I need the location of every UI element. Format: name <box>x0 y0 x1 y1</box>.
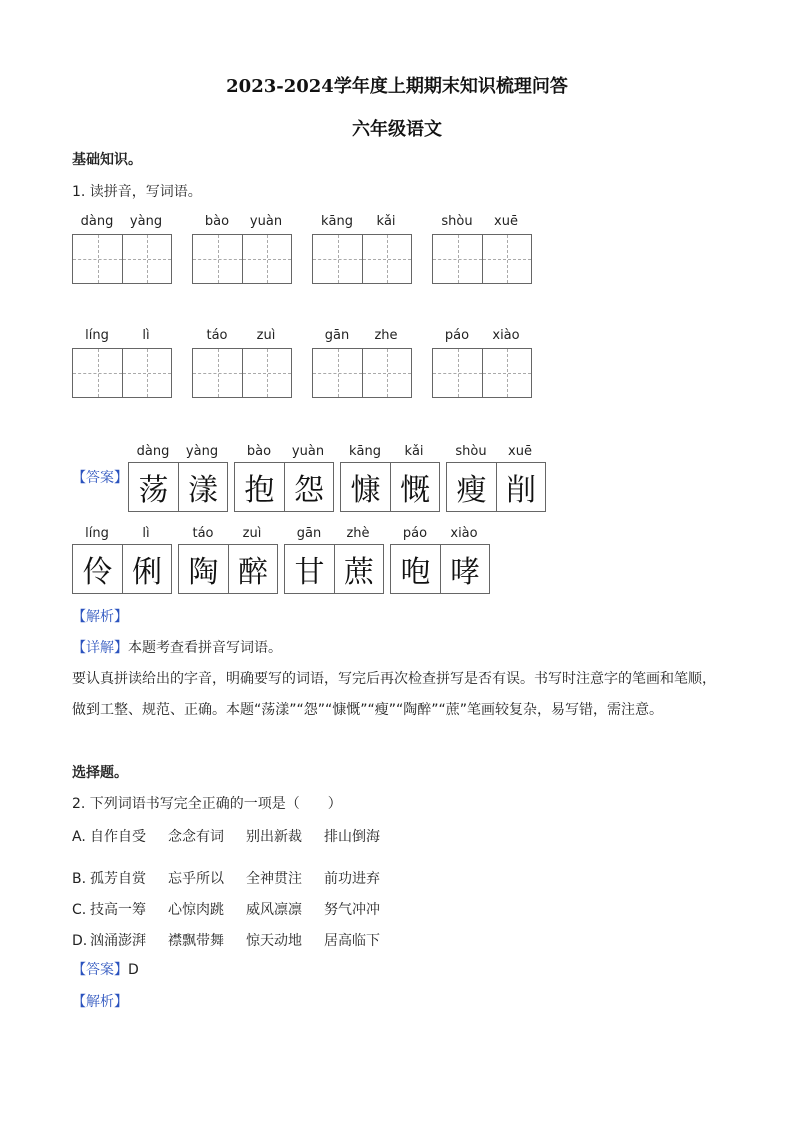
pinyin-label: xiào <box>450 526 478 541</box>
writing-boxes <box>192 234 292 284</box>
writing-boxes <box>312 348 412 398</box>
writing-cell[interactable] <box>242 235 291 283</box>
writing-cell[interactable] <box>482 349 531 397</box>
answer-char: 抱 <box>244 473 275 508</box>
detail-tag: 【详解】 <box>72 640 128 656</box>
answer-boxes <box>128 462 228 512</box>
writing-cell[interactable] <box>362 349 411 397</box>
option-c[interactable] <box>72 899 402 919</box>
writing-boxes <box>432 234 532 284</box>
answer-char: 怨 <box>284 463 333 511</box>
answer-char: 漾 <box>178 463 227 511</box>
writing-cell[interactable] <box>313 349 362 397</box>
writing-boxes <box>432 348 532 398</box>
page-subtitle: 六年级语文 <box>352 119 442 140</box>
answer-boxes <box>446 462 546 512</box>
option-label: B. <box>72 871 87 887</box>
writing-cell[interactable] <box>122 235 171 283</box>
pinyin-label: xuē <box>508 444 532 459</box>
pinyin-label: kāng <box>321 214 353 229</box>
writing-cell[interactable] <box>313 235 362 283</box>
answer-tag-2: 【答案】 <box>72 962 128 978</box>
option-label: C. <box>72 902 87 918</box>
pinyin-label: bào <box>246 444 272 459</box>
option-word: 惊天动地 <box>246 933 302 949</box>
answer-char: 甘 <box>294 555 325 590</box>
question-2-prompt: 2. 下列词语书写完全正确的一项是（ ） <box>72 796 342 812</box>
option-word: 全神贯注 <box>246 871 302 887</box>
option-word: 汹涌澎湃 <box>90 933 146 949</box>
pinyin-label: lì <box>142 526 150 541</box>
answer-char: 蔗 <box>334 545 383 593</box>
option-word: 排山倒海 <box>324 829 380 845</box>
pinyin-label: táo <box>192 526 214 541</box>
section-heading-choice: 选择题。 <box>72 765 128 781</box>
answer-char: 醉 <box>228 545 277 593</box>
writing-cell[interactable] <box>122 349 171 397</box>
answer-value: D <box>128 962 139 978</box>
option-b[interactable] <box>72 868 402 888</box>
pinyin-label: xiào <box>492 328 520 343</box>
pinyin-label: zuì <box>256 328 276 343</box>
page-title: 2023-2024学年度上期期末知识梳理问答 <box>226 76 568 97</box>
writing-cell[interactable] <box>73 235 122 283</box>
option-d[interactable] <box>72 930 402 950</box>
option-a[interactable] <box>72 826 402 846</box>
pinyin-label: páo <box>402 526 428 541</box>
option-word: 念念有词 <box>168 829 224 845</box>
answer-char: 陶 <box>188 555 219 590</box>
option-word: 技高一筹 <box>90 902 146 918</box>
writing-cell[interactable] <box>482 235 531 283</box>
pinyin-label: xuē <box>494 214 518 229</box>
option-label: D. <box>72 933 88 949</box>
answer-char: 俐 <box>122 545 171 593</box>
pinyin-label: táo <box>206 328 228 343</box>
option-word: 别出新裁 <box>246 829 302 845</box>
pinyin-label: yàng <box>185 444 219 459</box>
answer-char: 咆 <box>400 555 431 590</box>
analysis-tag: 【解析】 <box>72 609 128 625</box>
answer-char: 荡 <box>138 473 169 508</box>
option-word: 自作自受 <box>90 829 146 845</box>
pinyin-label: líng <box>85 526 109 541</box>
option-word: 居高临下 <box>324 933 380 949</box>
pinyin-label: zhè <box>346 526 370 541</box>
answer-char: 削 <box>496 463 545 511</box>
answer-char: 慷 <box>350 473 381 508</box>
analysis-tag-2: 【解析】 <box>72 994 128 1010</box>
pinyin-label: gān <box>324 328 350 343</box>
pinyin-label: shòu <box>441 214 473 229</box>
detail-text: 本题考查看拼音写词语。 <box>128 640 282 656</box>
writing-cell[interactable] <box>433 349 482 397</box>
option-word: 威风凛凛 <box>246 902 302 918</box>
pinyin-label: gān <box>296 526 322 541</box>
pinyin-label: zuì <box>242 526 262 541</box>
option-word: 心惊肉跳 <box>168 902 224 918</box>
writing-cell[interactable] <box>73 349 122 397</box>
writing-cell[interactable] <box>362 235 411 283</box>
pinyin-label: páo <box>444 328 470 343</box>
writing-cell[interactable] <box>433 235 482 283</box>
detail-line <box>72 638 282 658</box>
answer-char: 慨 <box>390 463 439 511</box>
pinyin-label: lì <box>142 328 150 343</box>
writing-cell[interactable] <box>193 349 242 397</box>
pinyin-label: yuàn <box>249 214 283 229</box>
pinyin-label: dàng <box>80 214 114 229</box>
answer-tag: 【答案】 <box>72 470 128 486</box>
pinyin-label: zhe <box>374 328 398 343</box>
pinyin-label: shòu <box>455 444 487 459</box>
pinyin-label: dàng <box>136 444 170 459</box>
explanation-paragraph: 要认真拼读给出的字音，明确要写的词语，写完后再次检查拼写是否有误。书写时注意字的笔画和笔顺，做到工整、规范、正确。本题“荡漾”“怨”“慷慨”“瘦”“陶醉”“蔗”笔画较复杂，易写错，需注意。 <box>72 671 716 718</box>
option-word: 忘乎所以 <box>168 871 224 887</box>
pinyin-label: yuàn <box>291 444 325 459</box>
answer-boxes <box>284 544 384 594</box>
option-word: 努气冲冲 <box>324 902 380 918</box>
writing-cell[interactable] <box>242 349 291 397</box>
pinyin-label: kǎi <box>376 214 396 229</box>
answer-boxes <box>390 544 490 594</box>
option-label: A. <box>72 829 86 845</box>
writing-cell[interactable] <box>193 235 242 283</box>
writing-boxes <box>192 348 292 398</box>
option-word: 襟飘带舞 <box>168 933 224 949</box>
pinyin-label: bào <box>204 214 230 229</box>
answer-boxes <box>72 544 172 594</box>
pinyin-label: líng <box>85 328 109 343</box>
section-heading-basics: 基础知识。 <box>72 152 142 168</box>
pinyin-label: yàng <box>129 214 163 229</box>
pinyin-label: kǎi <box>404 444 424 459</box>
option-word: 前功进弃 <box>324 871 380 887</box>
pinyin-label: kāng <box>349 444 381 459</box>
answer-boxes <box>178 544 278 594</box>
answer-char: 哮 <box>440 545 489 593</box>
answer-boxes <box>340 462 440 512</box>
question-1-prompt: 1. 读拼音，写词语。 <box>72 184 202 200</box>
option-word: 孤芳自赏 <box>90 871 146 887</box>
answer-boxes <box>234 462 334 512</box>
writing-boxes <box>72 348 172 398</box>
answer-char: 瘦 <box>456 473 487 508</box>
writing-boxes <box>72 234 172 284</box>
answer-line-2 <box>72 960 139 980</box>
writing-boxes <box>312 234 412 284</box>
answer-char: 伶 <box>82 555 113 590</box>
